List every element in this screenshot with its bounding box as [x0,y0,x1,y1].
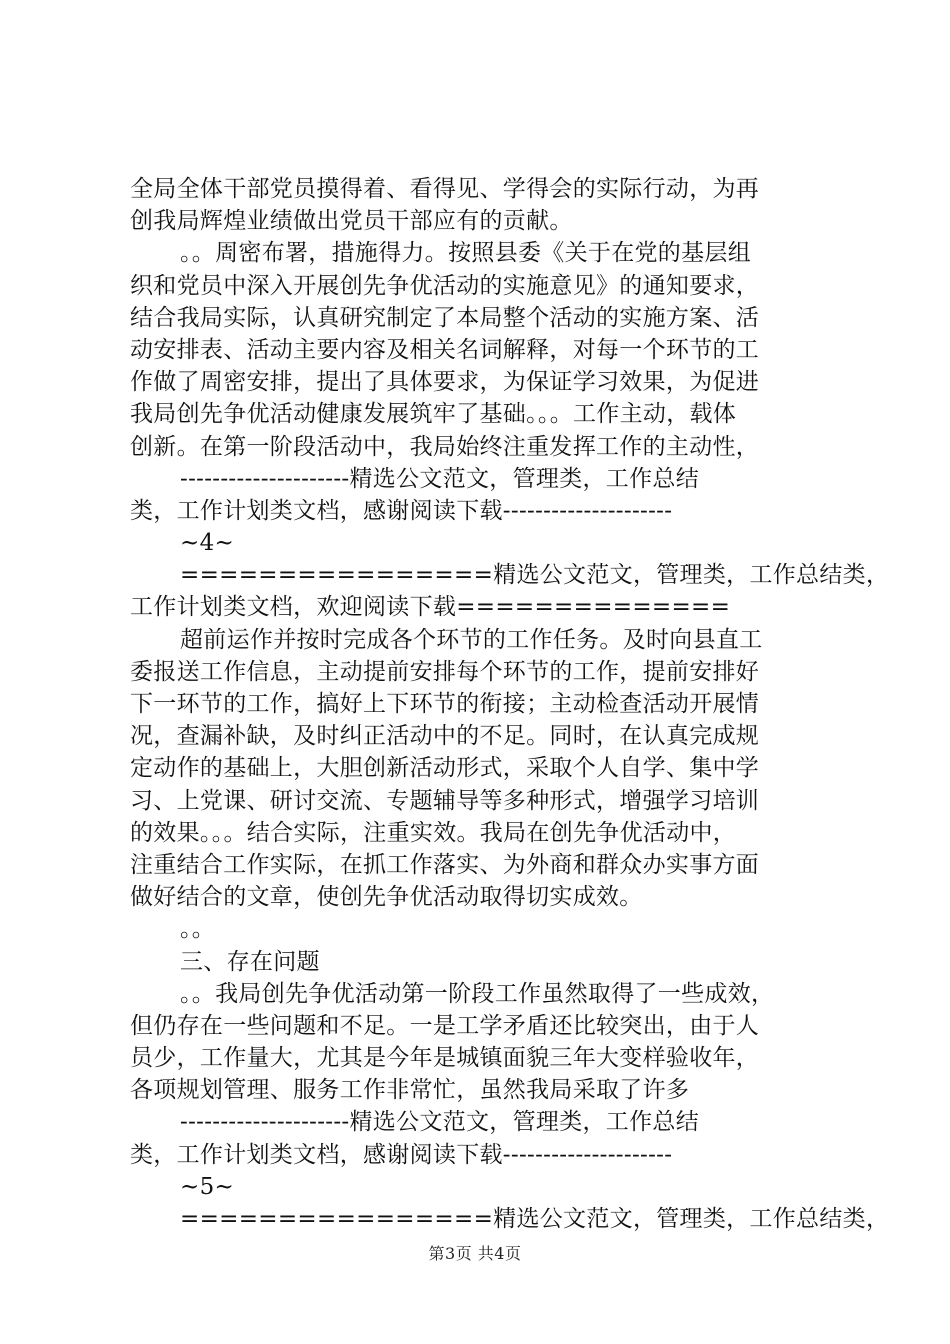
document-body [130,173,890,1235]
text-line: 全局全体干部党员摸得着、看得见、学得会的实际行动，为再 [130,176,760,202]
text-line: 结合我局实际，认真研究制定了本局整个活动的实施方案、活 [130,304,760,331]
text-line: 但仍存在一些问题和不足。一是工学矛盾还比较突出，由于人 [130,1012,760,1039]
text-line: 。。我局创先争优活动第一阶段工作虽然取得了一些成效， [180,980,775,1007]
separator-line: 工作计划类文档，欢迎阅读下载============== [130,594,731,621]
text-line: 作做了周密安排，提出了具体要求，为保证学习效果，为促进 [130,369,760,396]
text-line: 注重结合工作实际，在抓工作落实、为外商和群众办实事方面 [130,851,760,878]
text-line: 超前运作并按时完成各个环节的工作任务。及时向县直工 [180,626,763,653]
text-line: 各项规划管理、服务工作非常忙，虽然我局采取了许多 [130,1077,690,1104]
text-line: 定动作的基础上，大胆创新活动形式，采取个人自学、集中学 [130,755,760,782]
text-line: 动安排表、活动主要内容及相关名词解释，对每一个环节的工 [130,336,760,363]
text-line: 我局创先争优活动健康发展筑牢了基础。。。工作主动，载体 [130,401,737,428]
text-line: 。。周密布署，措施得力。按照县委《关于在党的基层组 [180,240,751,267]
separator-line: ---------------------精选公文范文，管理类，工作总结 [180,1109,700,1136]
page-marker: ~4~ [180,530,235,557]
text-line: 下一环节的工作，搞好上下环节的衔接；主动检查活动开展情 [130,691,760,717]
separator-line: ================精选公文范文，管理类，工作总结类， [180,1206,890,1232]
text-line: 习、上党课、研讨交流、专题辅导等多种形式，增强学习培训 [130,787,760,814]
text-line: 创我局辉煌业绩做出党员干部应有的贡献。 [130,208,573,235]
page-marker: ~5~ [180,1173,235,1200]
page-footer: 第3页 共4页 [428,1244,522,1263]
section-heading: 三、存在问题 [180,948,320,975]
text-line: 。。 [180,916,216,943]
separator-line: 类，工作计划类文档，感谢阅读下载--------------------- [130,497,673,524]
text-line: 做好结合的文章，使创先争优活动取得切实成效。 [130,884,643,911]
text-line: 况，查漏补缺，及时纠正活动中的不足。同时，在认真完成规 [130,723,760,750]
text-line: 织和党员中深入开展创先争优活动的实施意见》的通知要求， [130,272,760,299]
text-line: 的效果。。。结合实际，注重实效。我局在创先争优活动中， [130,819,737,846]
separator-line: ================精选公文范文，管理类，工作总结类， [180,562,890,589]
text-line: 委报送工作信息，主动提前安排每个环节的工作，提前安排好 [130,658,760,685]
text-line: 创新。在第一阶段活动中，我局始终注重发挥工作的主动性， [130,433,760,460]
separator-line: ---------------------精选公文范文，管理类，工作总结 [180,465,700,492]
separator-line: 类，工作计划类文档，感谢阅读下载--------------------- [130,1141,673,1168]
text-line: 员少，工作量大，尤其是今年是城镇面貌三年大变样验收年， [130,1045,760,1072]
